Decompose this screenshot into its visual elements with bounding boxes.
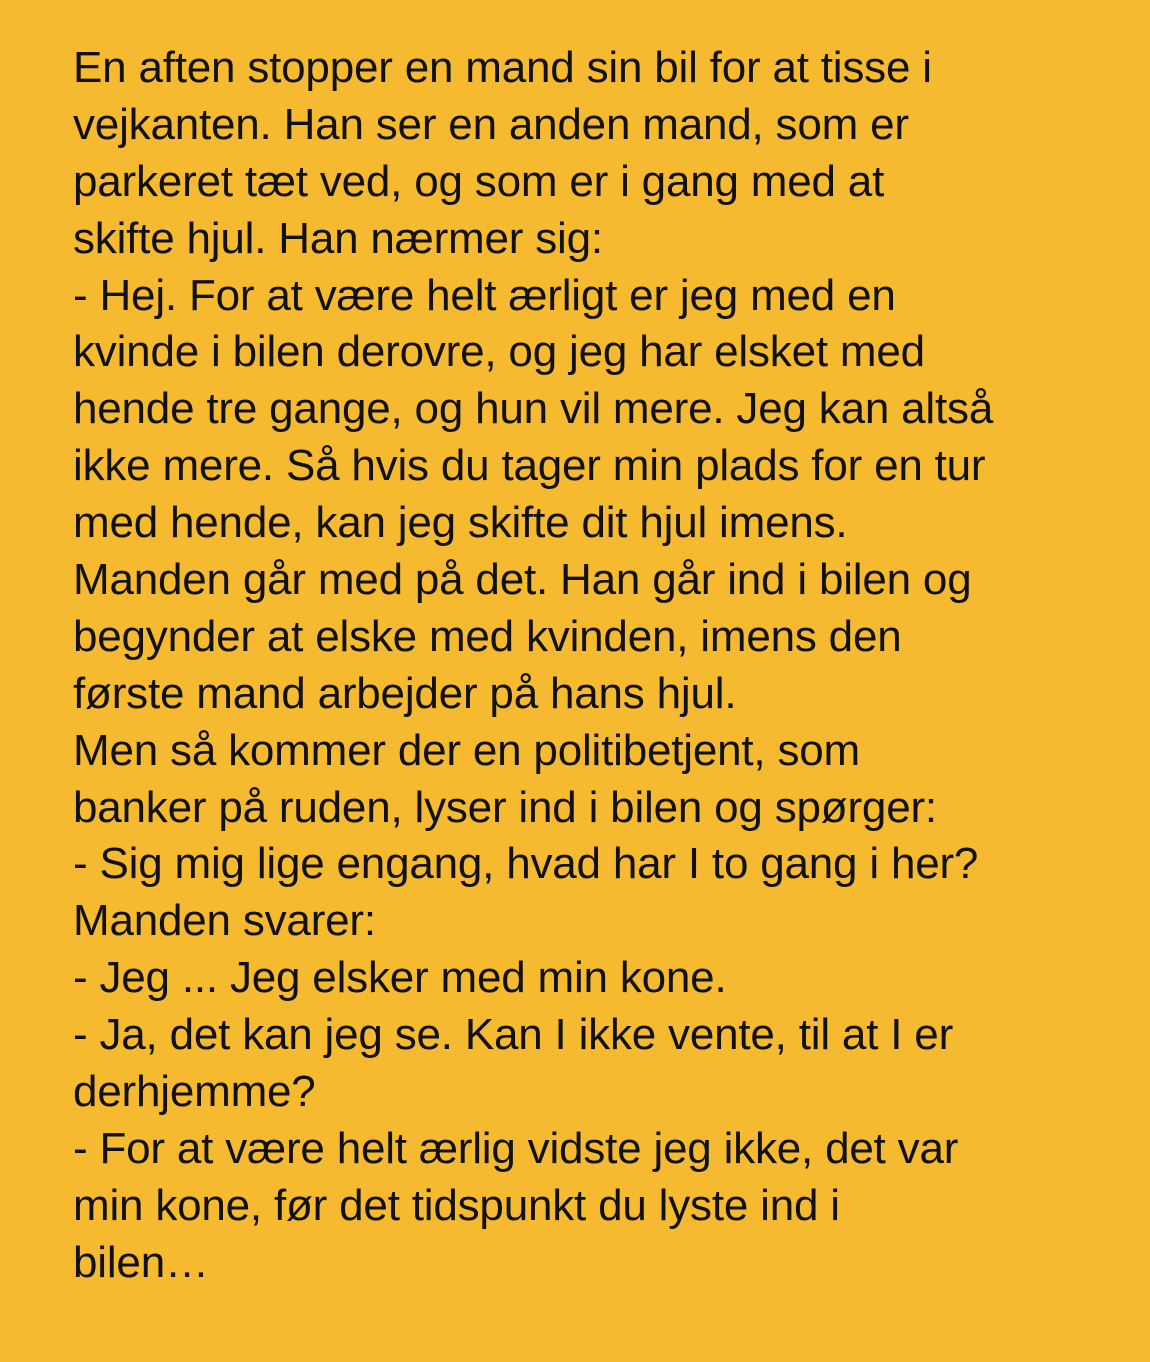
story-line: - For at være helt ærlig vidste jeg ikke, det var: [73, 1123, 959, 1173]
story-line: Manden går med på det. Han går ind i bilen og: [73, 555, 972, 605]
story-line: begynder at elske med kvinden, imens den: [73, 611, 902, 661]
story-line: bilen…: [73, 1237, 209, 1287]
story-line: med hende, kan jeg skifte dit hjul imens.: [73, 498, 848, 548]
story-line: Manden svarer:: [73, 896, 376, 946]
story-line: - Sig mig lige engang, hvad har I to gang i her?: [73, 839, 979, 889]
story-line: - Jeg ... Jeg elsker med min kone.: [73, 953, 727, 1003]
story-line: hende tre gange, og hun vil mere. Jeg kan altså: [73, 384, 994, 434]
story-line: min kone, før det tidspunkt du lyste ind i: [73, 1180, 840, 1230]
story-text: [73, 40, 1110, 1292]
story-line: derhjemme?: [73, 1067, 316, 1117]
story-line: parkeret tæt ved, og som er i gang med at: [73, 156, 885, 206]
story-line: skifte hjul. Han nærmer sig:: [73, 213, 603, 263]
story-line: vejkanten. Han ser en anden mand, som er: [73, 99, 909, 149]
story-line: banker på ruden, lyser ind i bilen og spørger:: [73, 782, 937, 832]
story-line: ikke mere. Så hvis du tager min plads for en tur: [73, 441, 986, 491]
story-line: Men så kommer der en politibetjent, som: [73, 725, 860, 775]
story-line: - Hej. For at være helt ærligt er jeg med en: [73, 270, 896, 320]
story-line: En aften stopper en mand sin bil for at tisse i: [73, 43, 932, 92]
story-line: - Ja, det kan jeg se. Kan I ikke vente, til at I er: [73, 1010, 954, 1060]
story-line: kvinde i bilen derovre, og jeg har elsket med: [73, 327, 925, 377]
story-line: første mand arbejder på hans hjul.: [73, 668, 737, 718]
